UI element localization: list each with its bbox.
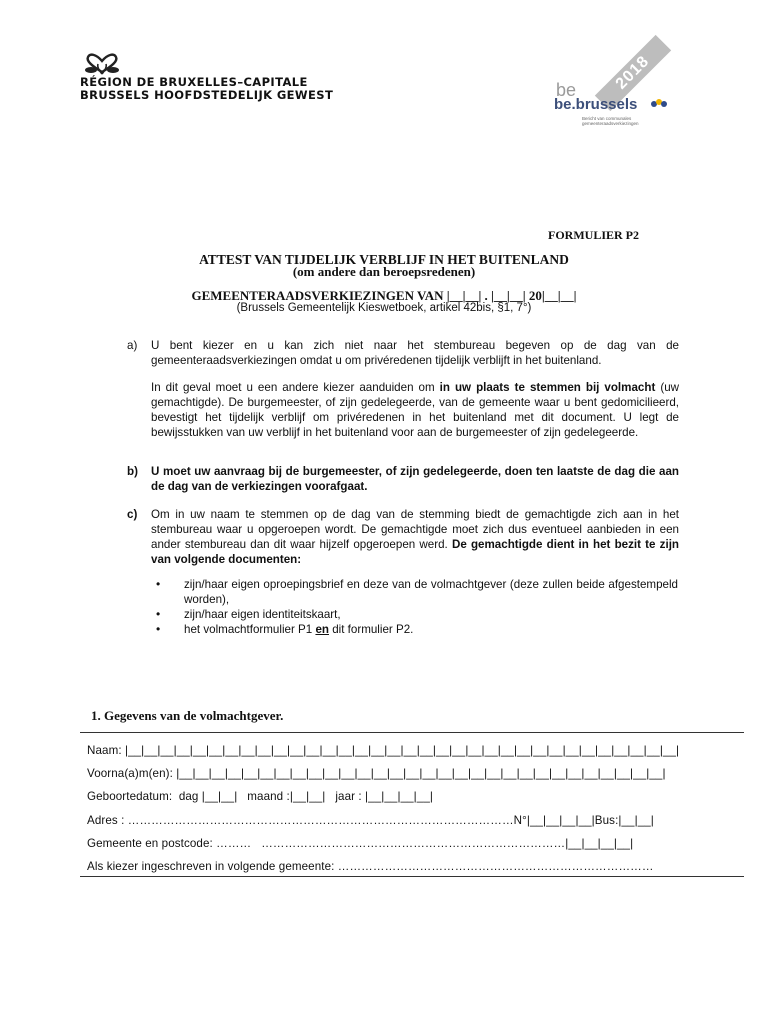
voornaam-field[interactable]: Voorna(a)m(en): |__|__|__|__|__|__|__|__|__|__|__|__|__|__|__|__|__|__|__|__|__|__|__|__|__|__|__|__|__|__| [87,767,666,780]
election-line: GEMEENTERAADSVERKIEZINGEN VAN |__|__| . |__|__| 20|__|__| [191,288,577,303]
brand-label: be.brussels [554,96,638,113]
year-label: 2018 [612,52,653,93]
be-small-label: be [556,80,577,100]
bullet3-text-a: het volmachtformulier P1 [184,623,316,636]
region-name-nl: BRUSSELS HOOFDSTEDELIJK GEWEST [80,88,334,102]
section-top-divider [80,732,744,733]
naam-field[interactable]: Naam: |__|__|__|__|__|__|__|__|__|__|__|__|__|__|__|__|__|__|__|__|__|__|__|__|__|__|__|__|__|__|__|__|__|__| [87,744,680,757]
brand-tagline: Bericht van communales gemeenteraadsverkiezingen [582,116,639,126]
section-a-text-1: In dit geval moet u een andere kiezer aanduiden om [151,381,440,394]
section-a-paragraph-2 [151,380,679,440]
kiezer-gemeente-field[interactable]: Als kiezer ingeschreven in volgende gemeente: ……………………………………………………………………… [87,860,654,873]
legal-reference: (Brussels Gemeentelijk Kieswetboek, artikel 42bis, §1, 7°) [236,302,532,314]
section-a-text-2: (uw gemachtigde). De burgemeester, of zijn gedelegeerde, van de gemeente waar u bent gedomicilieerd, bevestigt het tijdelijk verblijf om privéredenen in het buitenland met dit document. U legt de bewijsstukken van uw verblijf in het buitenland voor aan de burgemeester of zijn gedelegeerde. [151,381,680,439]
form-code: FORMULIER P2 [548,228,639,242]
document-subtitle: (om andere dan beroepsredenen) [292,264,476,279]
list-item: • zijn/haar eigen oproepingsbrief en deze van de volmachtgever (deze zullen beide afgestempeld worden), [152,577,678,607]
section-c-text: Om in uw naam te stemmen op de dag van de stemming biedt de gemachtigde zich aan in het stembureau waar u opgeroepen wordt. De gemachtigde moet zich dus eventueel aanbieden in een ander stembureau dan dit waar hijzelf opgeroepen werd. [151,508,679,551]
section-bottom-divider [80,876,744,877]
geboortedatum-field[interactable]: Geboortedatum: dag |__|__| maand :|__|__| jaar : |__|__|__|__| [87,790,433,803]
bullet3-text-b: dit formulier P2. [328,623,414,636]
list-item [152,622,678,637]
section-c-paragraph [151,507,679,567]
section-c-bold: De gemachtigde dient in het bezit te zijn van volgende documenten: [151,538,679,566]
marker-a: a) [127,339,138,352]
be-brussels-2018-logo [552,40,682,130]
region-name-fr: RÉGION DE BRUXELLES–CAPITALE [80,75,308,89]
adres-field[interactable]: Adres : ………………………………………………………………………………………N°|__|__|__|__|Bus:|__|__| [87,814,654,827]
section-b-paragraph: U moet uw aanvraag bij de burgemeester, of zijn gedelegeerde, doen ten laatste de dag die aan de dag van de verkiezingen voorafgaat. [151,465,679,493]
section-1-title: 1. Gegevens van de volmachtgever. [91,708,284,723]
documents-list [152,577,678,637]
bullet3-en: en [315,623,329,636]
brussels-region-logo [80,52,333,102]
section-a-bold: in uw plaats te stemmen bij volmacht [439,381,656,394]
flower-icon [650,98,668,108]
list-item: • zijn/haar eigen identiteitskaart, [152,607,678,622]
marker-c: c) [127,508,138,521]
marker-b: b) [127,465,138,478]
gemeente-postcode-field[interactable]: Gemeente en postcode: ……… ……………………………………………………………………|__|__|__|__| [87,837,634,850]
section-a-paragraph-1: U bent kiezer en u kan zich niet naar het stembureau begeven op de dag van de gemeenteraadsverkiezingen omdat u om privéredenen tijdelijk verblijft in het buitenland. [151,339,679,367]
document-title: ATTEST VAN TIJDELIJK VERBLIJF IN HET BUITENLAND [199,252,569,267]
iris-logo-icon [82,52,122,76]
